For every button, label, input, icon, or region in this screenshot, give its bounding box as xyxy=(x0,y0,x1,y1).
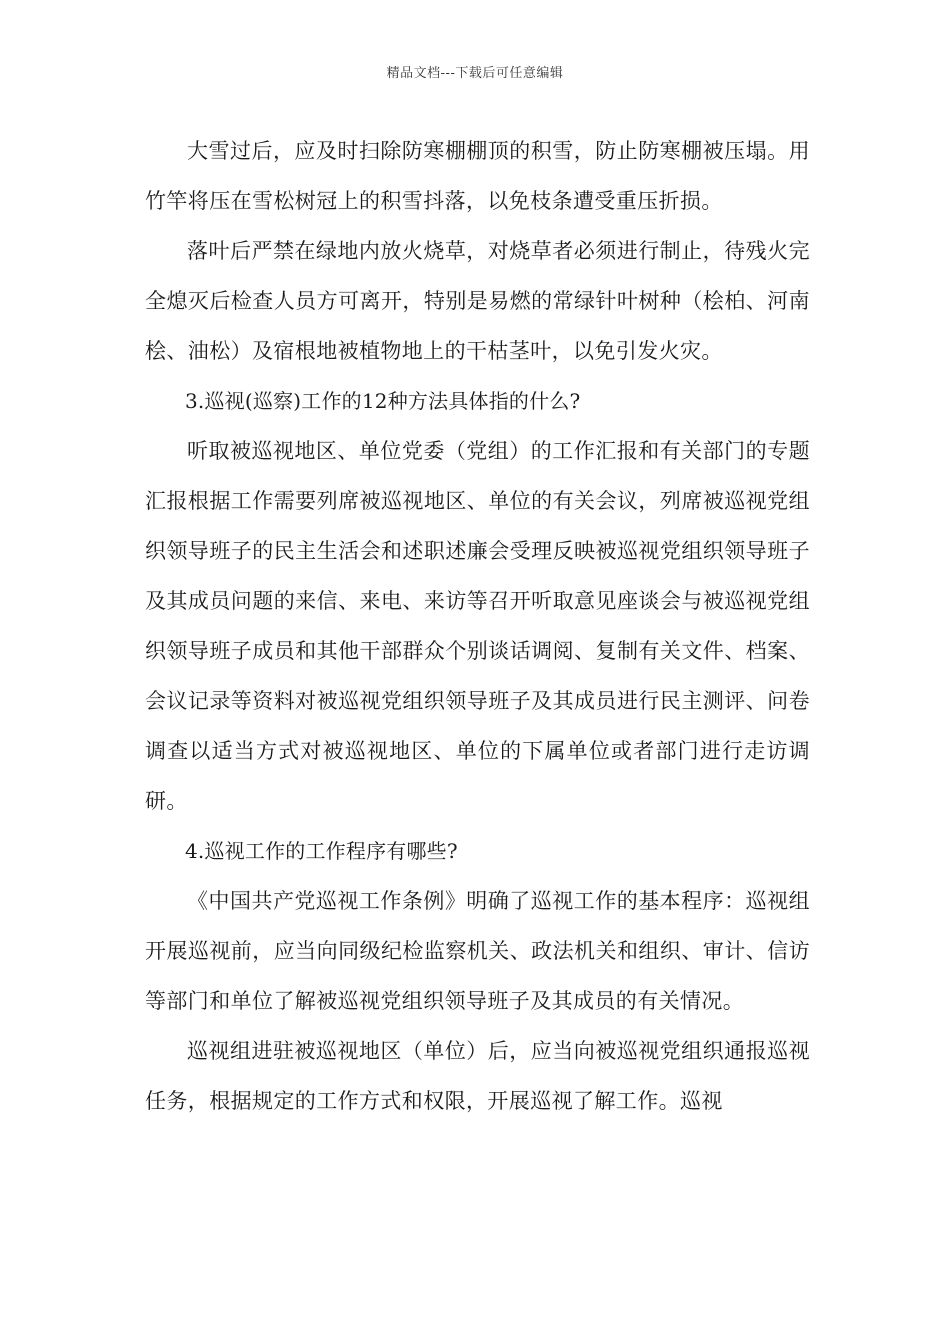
paragraph-snow-clearing: 大雪过后，应及时扫除防寒棚棚顶的积雪，防止防寒棚被压塌。用竹竿将压在雪松树冠上的积雪抖落，以免枝条遭受重压折损。 xyxy=(145,139,810,213)
page-header: 精品文档---下载后可任意编辑 xyxy=(386,66,564,81)
paragraph-fire-prevention: 落叶后严禁在绿地内放火烧草，对烧草者必须进行制止，待残火完全熄灭后检查人员方可离开，特别是易燃的常绿针叶树种（桧柏、河南桧、油松）及宿根地被植物地上的干枯茎叶，以免引发火灾。 xyxy=(145,239,810,363)
paragraph-inspection-entry: 巡视组进驻被巡视地区（单位）后，应当向被巡视党组织通报巡视任务，根据规定的工作方式和权限，开展巡视了解工作。巡视 xyxy=(145,1039,810,1113)
section-heading-3: 3.巡视(巡察)工作的12种方法具体指的什么? xyxy=(185,389,581,413)
paragraph-inspection-methods: 听取被巡视地区、单位党委（党组）的工作汇报和有关部门的专题汇报根据工作需要列席被巡视地区、单位的有关会议，列席被巡视党组织领导班子的民主生活会和述职述廉会受理反映被巡视党组织领导班子及其成员问题的来信、来电、来访等召开听取意见座谈会与被巡视党组织领导班子成员和其他干部群众个别谈话调阅、复制有关文件、档案、会议记录等资料对被巡视党组织领导班子及其成员进行民主测评、问卷调查以适当方式对被巡视地区、单位的下属单位或者部门进行走访调研。 xyxy=(145,439,810,813)
document-body xyxy=(145,126,810,1126)
section-heading-4: 4.巡视工作的工作程序有哪些? xyxy=(185,839,458,863)
paragraph-inspection-procedure: 《中国共产党巡视工作条例》明确了巡视工作的基本程序：巡视组开展巡视前，应当向同级纪检监察机关、政法机关和组织、审计、信访等部门和单位了解被巡视党组织领导班子及其成员的有关情况。 xyxy=(145,889,810,1013)
